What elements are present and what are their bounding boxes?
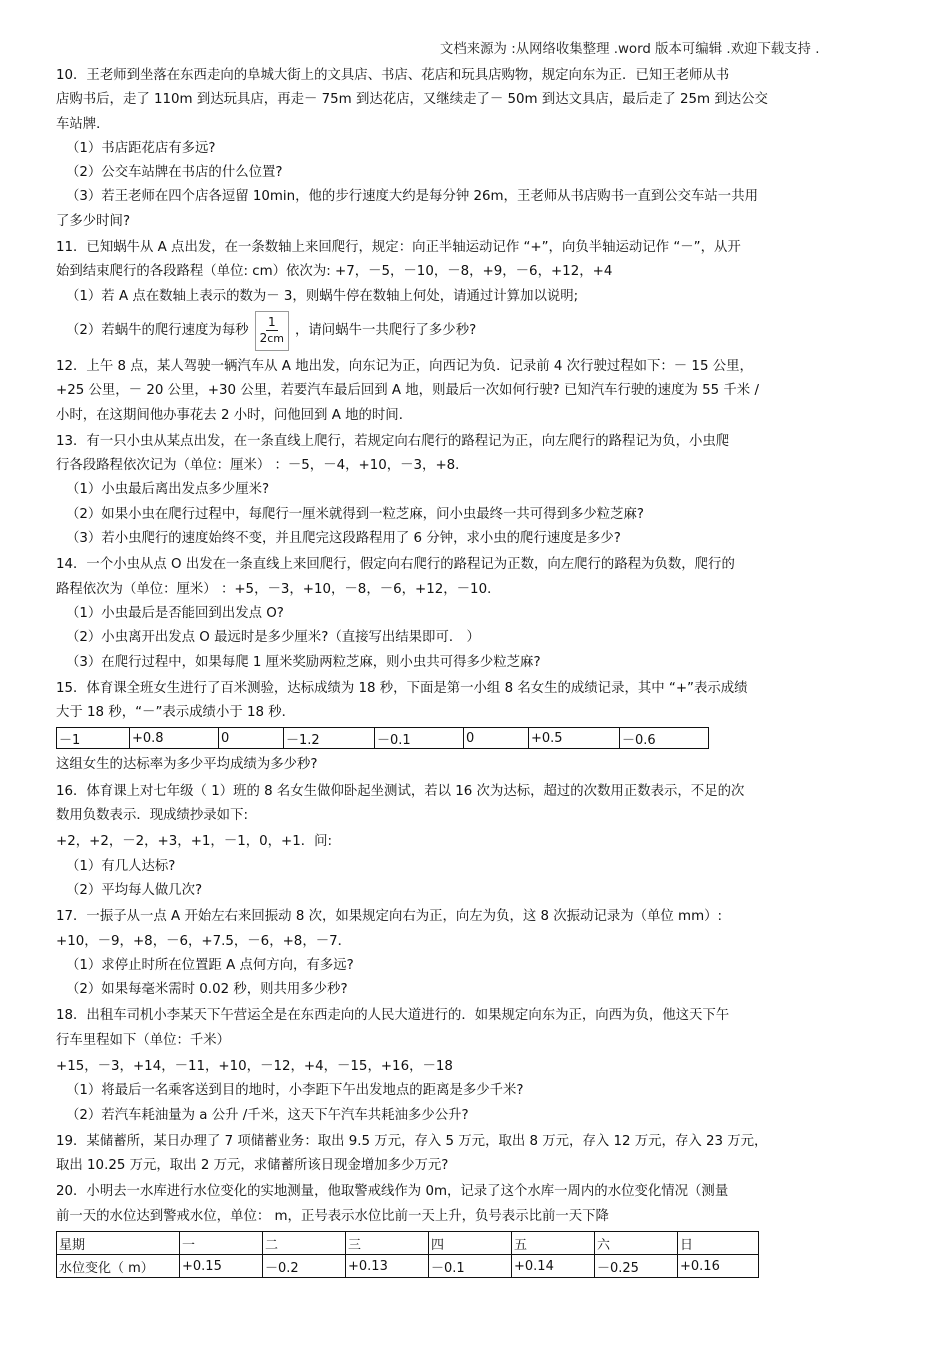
table-cell: 六 xyxy=(595,1232,678,1255)
table-cell: +0.14 xyxy=(512,1255,595,1278)
text-line: 12．上午 8 点，某人驾驶一辆汽车从 A 地出发，向东记为正，向西记为负．记录前 4 次行驶过程如下：－ 15 公里， xyxy=(56,358,753,374)
text-line: 10．王老师到坐落在东西走向的阜城大街上的文具店、书店、花店和玩具店购物，规定向东为正．已知王老师从书 xyxy=(56,68,730,83)
fraction-half-cm xyxy=(255,311,289,351)
text-line: 17．一振子从一点 A 开始左右来回振动 8 次，如果规定向右为正，向左为负，这 8 次振动记录为（单位 mm）: xyxy=(56,909,723,925)
text-line: 20．小明去一水库进行水位变化的实地测量，他取警戒线作为 0m，记录了这个水库一周内的水位变化情况（测量 xyxy=(56,1184,729,1200)
table-cell: －0.1 xyxy=(429,1255,512,1278)
table-cell: 0 xyxy=(219,728,284,749)
problems-10-11 xyxy=(56,64,901,309)
text-line: 14．一个小虫从点 O 出发在一条直线上来回爬行，假定向右爬行的路程记为正数，向左爬行的路程为负数，爬行的 xyxy=(56,557,735,573)
table-problem-15 xyxy=(56,727,709,749)
table-cell: 水位变化（ m） xyxy=(57,1255,180,1278)
table-cell: 一 xyxy=(180,1232,263,1255)
text-line: 前一天的水位达到警戒水位，单位： m，正号表示水位比前一天上升，负号表示比前一天下降 xyxy=(56,1208,609,1224)
text-line: （1）求停止时所在位置距 A 点何方向，有多远? xyxy=(66,957,354,973)
table-cell: 三 xyxy=(346,1232,429,1255)
q11-2-before: （2）若蜗牛的爬行速度为每秒 xyxy=(66,322,249,338)
text-line: 13．有一只小虫从某点出发，在一条直线上爬行，若规定向右爬行的路程记为正，向左爬行的路程记为负，小虫爬 xyxy=(56,433,730,449)
table-cell: +0.13 xyxy=(346,1255,429,1278)
fraction-numerator: 1 xyxy=(267,315,276,330)
table-cell: 日 xyxy=(678,1232,759,1255)
text-line: 行车里程如下（单位：千米） xyxy=(56,1032,231,1048)
text-line: （3）若小虫爬行的速度始终不变，并且爬完这段路程用了 6 分钟，求小虫的爬行速度是多少? xyxy=(66,531,621,547)
table-row-water-level xyxy=(57,1255,759,1278)
table-cell: －1 xyxy=(57,728,130,749)
text-line: 15．体育课全班女生进行了百米测验，达标成绩为 18 秒，下面是第一小组 8 名女生的成绩记录，其中 “+”表示成绩 xyxy=(56,680,748,696)
table-cell: +0.5 xyxy=(529,728,620,749)
text-line: 19．某储蓄所，某日办理了 7 项储蓄业务：取出 9.5 万元，存入 5 万元，取出 8 万元，存入 12 万元，存入 23 万元， xyxy=(56,1133,768,1149)
text-line: （1）小虫最后是否能回到出发点 O? xyxy=(66,605,284,621)
table-cell: －0.1 xyxy=(375,728,464,749)
text-line: （2）小虫离开出发点 O 最远时是多少厘米?（直接写出结果即可． ） xyxy=(66,630,480,646)
table-cell: －0.2 xyxy=(263,1255,346,1278)
table-problem-20 xyxy=(56,1231,759,1278)
problems-16-20 xyxy=(56,753,901,1229)
table-row-weekday xyxy=(57,1232,759,1255)
text-line: +25 公里，－ 20 公里，+30 公里，若要汽车最后回到 A 地，则最后一次如何行驶? 已知汽车行驶的速度为 55 千米 / xyxy=(56,383,759,399)
text-line: 大于 18 秒，“－”表示成绩小于 18 秒． xyxy=(56,705,296,721)
text-line: （3）若王老师在四个店各逗留 10min，他的步行速度大约是每分钟 26m，王老师从书店购书一直到公交车站一共用 xyxy=(66,189,758,205)
text-line: 始到结束爬行的各段路程（单位: cm）依次为: +7，－5，－10，－8，+9，－6，+12，+4 xyxy=(56,264,613,280)
text-line: +10，－9，+8，－6，+7.5，－6，+8，－7． xyxy=(56,933,352,949)
text-line: +2，+2，－2，+3，+1，－1，0，+1．问: xyxy=(56,834,333,850)
text-line: （2）若汽车耗油量为 a 公升 /千米，这天下午汽车共耗油多少公升? xyxy=(66,1107,469,1123)
text-line: +15，－3，+14，－11，+10，－12，+4，－15，+16，－18 xyxy=(56,1058,453,1074)
table-cell: 0 xyxy=(464,728,529,749)
text-line: （1）若 A 点在数轴上表示的数为－ 3，则蜗牛停在数轴上何处，请通过计算加以说明; xyxy=(66,288,579,304)
page-header: 文档来源为 :从网络收集整理 .word 版本可编辑 .欢迎下载支持 . xyxy=(440,42,820,57)
table-cell: +0.8 xyxy=(130,728,219,749)
table-cell: －1.2 xyxy=(284,728,375,749)
table-cell: －0.25 xyxy=(595,1255,678,1278)
text-line: （2）公交车站牌在书店的什么位置? xyxy=(66,165,283,181)
text-line: 行各段路程依次记为（单位：厘米） ：－5，－4，+10，－3，+8． xyxy=(56,458,469,474)
text-line: （1）将最后一名乘客送到目的地时，小李距下午出发地点的距离是多少千米? xyxy=(66,1083,524,1099)
text-line: （2）如果小虫在爬行过程中，每爬行一厘米就得到一粒芝麻，问小虫最终一共可得到多少粒芝麻? xyxy=(66,506,645,522)
q11-2-after: ，请问蜗牛一共爬行了多少秒? xyxy=(295,322,477,338)
fraction-unit: cm xyxy=(267,332,285,346)
text-line: （1）有几人达标? xyxy=(66,858,176,874)
fraction-denominator: 2 xyxy=(259,331,268,346)
problems-12-15 xyxy=(56,355,901,725)
text-line: 取出 10.25 万元，取出 2 万元，求储蓄所该日现金增加多少万元? xyxy=(56,1158,449,1174)
table-cell: 四 xyxy=(429,1232,512,1255)
text-line: 了多少时间? xyxy=(56,213,131,229)
text-line: 数用负数表示．现成绩抄录如下: xyxy=(56,808,248,824)
table-cell: +0.15 xyxy=(180,1255,263,1278)
table-cell: +0.16 xyxy=(678,1255,759,1278)
text-line: （2）平均每人做几次? xyxy=(66,882,203,898)
text-line: 小时，在这期间他办事花去 2 小时，问他回到 A 地的时间． xyxy=(56,407,413,423)
table-row xyxy=(57,728,709,749)
text-line: （3）在爬行过程中，如果每爬 1 厘米奖励两粒芝麻，则小虫共可得多少粒芝麻? xyxy=(66,654,541,670)
table-cell: 二 xyxy=(263,1232,346,1255)
text-line: 车站牌． xyxy=(56,116,110,132)
table-cell: －0.6 xyxy=(620,728,709,749)
text-line: 这组女生的达标率为多少平均成绩为多少秒? xyxy=(56,757,318,773)
text-line: 18．出租车司机小李某天下午营运全是在东西走向的人民大道进行的．如果规定向东为正，向西为负，他这天下午 xyxy=(56,1008,730,1024)
text-line: 16．体育课上对七年级（ 1）班的 8 名女生做仰卧起坐测试，若以 16 次为达标，超过的次数用正数表示，不足的次 xyxy=(56,783,745,799)
text-line: 店购书后，走了 110m 到达玩具店，再走－ 75m 到达花店，又继续走了－ 50m 到达文具店，最后走了 25m 到达公交 xyxy=(56,92,768,108)
document-content xyxy=(56,62,901,1278)
table-cell: 五 xyxy=(512,1232,595,1255)
text-line: （2）如果每毫米需时 0.02 秒，则共用多少秒? xyxy=(66,982,348,998)
text-line: 路程依次为（单位：厘米） ：+5，－3，+10，－8，－6，+12，－10． xyxy=(56,581,501,597)
problem-11-part-2 xyxy=(56,309,901,353)
table-cell: 星期 xyxy=(57,1232,180,1255)
text-line: 11．已知蜗牛从 A 点出发，在一条数轴上来回爬行，规定：向正半轴运动记作 “+”，向负半轴运动记作 “－”，从开 xyxy=(56,240,741,256)
text-line: （1）小虫最后离出发点多少厘米? xyxy=(66,482,270,498)
text-line: （1）书店距花店有多远? xyxy=(66,140,216,156)
